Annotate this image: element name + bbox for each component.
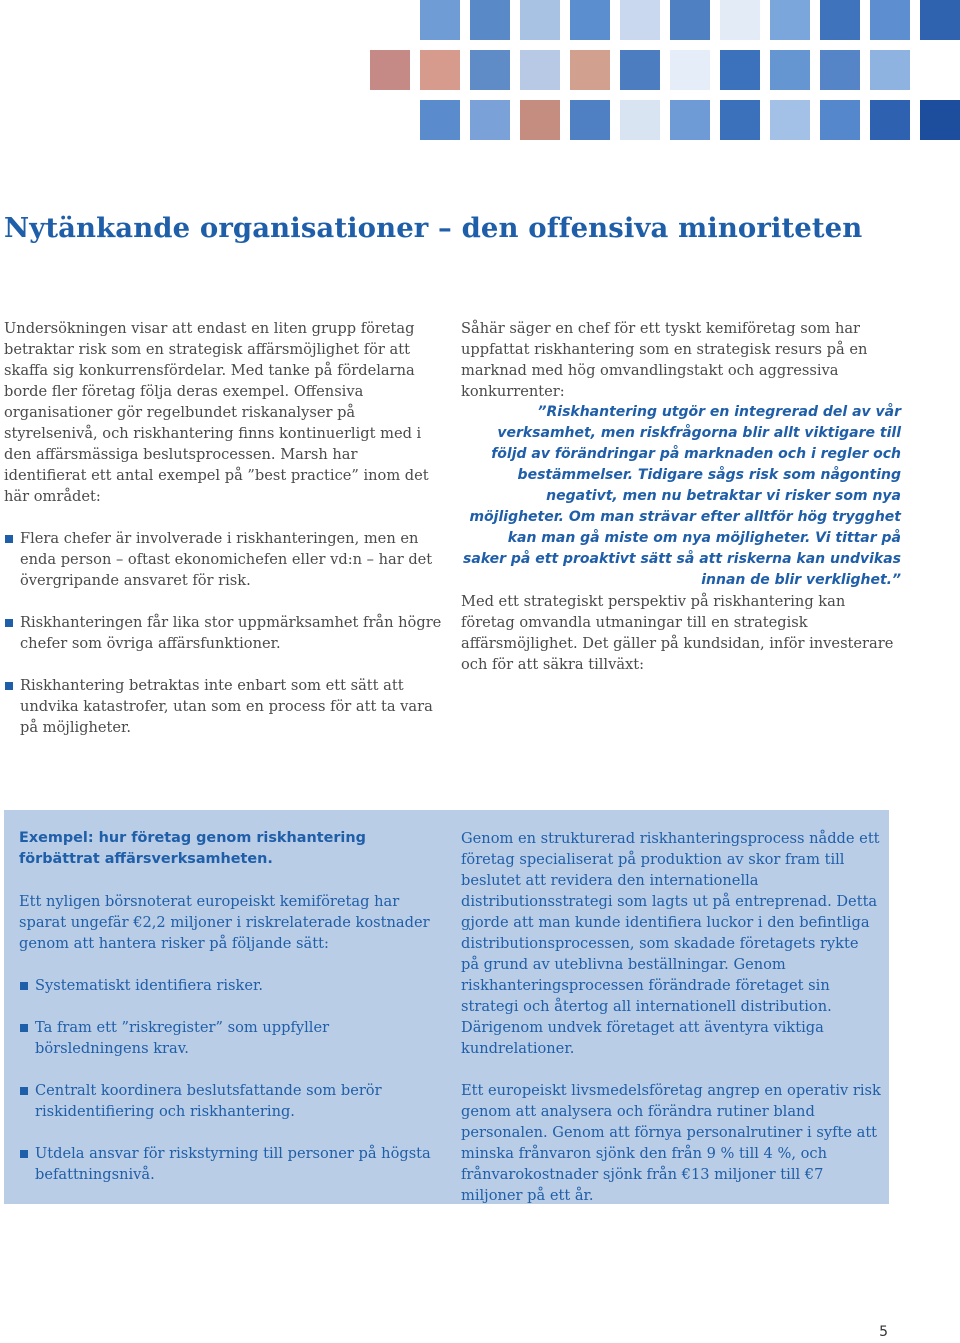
mosaic-tile [770,50,810,90]
mosaic-tile [420,50,460,90]
mosaic-tile [720,100,760,140]
list-item-text: Ta fram ett ”riskregister” som uppfyller börsledningens krav. [35,1019,330,1057]
mosaic-tile [620,50,660,90]
example-box [4,810,889,1204]
page-number: 5 [879,1324,888,1340]
list-item-text: Centralt koordinera beslutsfattande som berör riskidentifiering och riskhantering. [35,1082,382,1120]
quote-intro-paragraph: Såhär säger en chef för ett tyskt kemiföretag som har uppfattat riskhantering som en strategisk resurs på en marknad med hög omvandlingstakt och aggressiva konkurrenter: [461,320,868,400]
header-image-mosaic [0,0,960,145]
mosaic-tile [370,50,410,90]
mosaic-tile [570,50,610,90]
mosaic-tile [920,0,960,40]
mosaic-tile [520,100,560,140]
list-item-text: Riskhantering betraktas inte enbart som ett sätt att undvika katastrofer, utan som en process för att ta vara på möjligheter. [20,677,433,736]
example-box-right [461,828,881,1206]
mosaic-tile [620,0,660,40]
mosaic-tile [520,50,560,90]
mosaic-tile [870,50,910,90]
list-item-text: Flera chefer är involverade i riskhanteringen, men en enda person – oftast ekonomichefen eller vd:n – har det övergripande ansvaret för risk. [20,530,433,589]
list-item [4,612,444,654]
pull-quote: ”Riskhantering utgör en integrerad del av vår verksamhet, men riskfrågorna blir allt viktigare till följd av förändringar på marknaden och i regler och bestämmelser. Tidigare sågs risk som någonting negativt, men nu betraktar vi risker som nya möjligheter. Om man strävar efter alltför hög trygghet kan man gå miste om nya möjligheter. Vi tittar på saker på ett proaktivt sätt så att riskerna kan undvikas innan de blir verklighet.” [463,404,901,588]
list-item [19,1017,444,1059]
mosaic-tile [620,100,660,140]
example-box-heading: Exempel: hur företag genom riskhantering förbättrat affärsverksamheten. [19,830,366,867]
left-column [4,318,444,759]
list-item-text: Systematiskt identifiera risker. [35,977,264,994]
mosaic-tile [420,0,460,40]
example-box-left [19,828,444,1206]
bullet-square-icon [20,982,28,990]
bullet-square-icon [20,1024,28,1032]
list-item [19,1143,444,1185]
mosaic-tile [670,100,710,140]
mosaic-tile [670,0,710,40]
list-item [4,528,444,591]
list-item [19,975,444,996]
right-column [461,318,901,675]
best-practice-list [4,528,444,738]
bullet-square-icon [5,619,13,627]
mosaic-tile [670,50,710,90]
list-item-text: Utdela ansvar för riskstyrning till personer på högsta befattningsnivå. [35,1145,431,1183]
bullet-square-icon [20,1150,28,1158]
bullet-square-icon [5,682,13,690]
list-item [19,1080,444,1122]
mosaic-tile [870,100,910,140]
mosaic-tile [920,100,960,140]
outro-paragraph: Med ett strategiskt perspektiv på riskhantering kan företag omvandla utmaningar till en strategisk affärsmöjlighet. Det gäller på kundsidan, inför investerare och för att säkra tillväxt: [461,593,894,673]
example-shoe-company: Genom en strukturerad riskhanteringsprocess nådde ett företag specialiserat på produktion av skor fram till beslutet att revidera den internationella distributionsstrategi som lagts ut på entreprenad. Detta gjorde att man kunde identifiera luckor i den befintliga distributionsprocessen, som skadade företagets rykte på grund av uteblivna beställningar. Genom riskhanteringsprocessen förändrade företaget sin strategi och återtog all internationell distribution. Därigenom undvek företaget att äventyra viktiga kundrelationer. [461,830,880,1057]
mosaic-tile [420,100,460,140]
bullet-square-icon [5,535,13,543]
list-item-text: Riskhanteringen får lika stor uppmärksamhet från högre chefer som övriga affärsfunktioner. [20,614,442,652]
mosaic-tile [820,0,860,40]
bullet-square-icon [20,1087,28,1095]
mosaic-tile [470,0,510,40]
mosaic-tile [770,100,810,140]
mosaic-tile [720,50,760,90]
list-item [4,675,444,738]
mosaic-tile [520,0,560,40]
mosaic-tile [570,0,610,40]
mosaic-tile [470,100,510,140]
mosaic-tile [570,100,610,140]
mosaic-tile [720,0,760,40]
mosaic-tile [470,50,510,90]
page-title: Nytänkande organisationer – den offensiva minoriteten [4,212,863,244]
mosaic-tile [770,0,810,40]
intro-paragraph: Undersökningen visar att endast en liten grupp företag betraktar risk som en strategisk affärsmöjlighet för att skaffa sig konkurrensfördelar. Med tanke på fördelarna borde fler företag följa deras exempel. Offensiva organisationer gör regelbundet riskanalyser på styrelsenivå, och riskhantering finns kontinuerligt med i den affärsmässiga beslutsprocessen. Marsh har identifierat ett antal exempel på ”best practice” inom det här området: [4,320,429,505]
example-box-list [19,975,444,1185]
mosaic-tile [820,50,860,90]
example-box-intro: Ett nyligen börsnoterat europeiskt kemiföretag har sparat ungefär €2,2 miljoner i riskrelaterade kostnader genom att hantera risker på följande sätt: [19,893,430,952]
mosaic-tile [870,0,910,40]
example-food-company: Ett europeiskt livsmedelsföretag angrep en operativ risk genom att analysera och förändra rutiner bland personalen. Genom att förnya personalrutiner i syfte att minska frånvaron sjönk den från 9 % till 4 %, och frånvarokostnader sjönk från €13 miljoner till €7 miljoner på ett år. [461,1082,881,1204]
mosaic-tile [820,100,860,140]
